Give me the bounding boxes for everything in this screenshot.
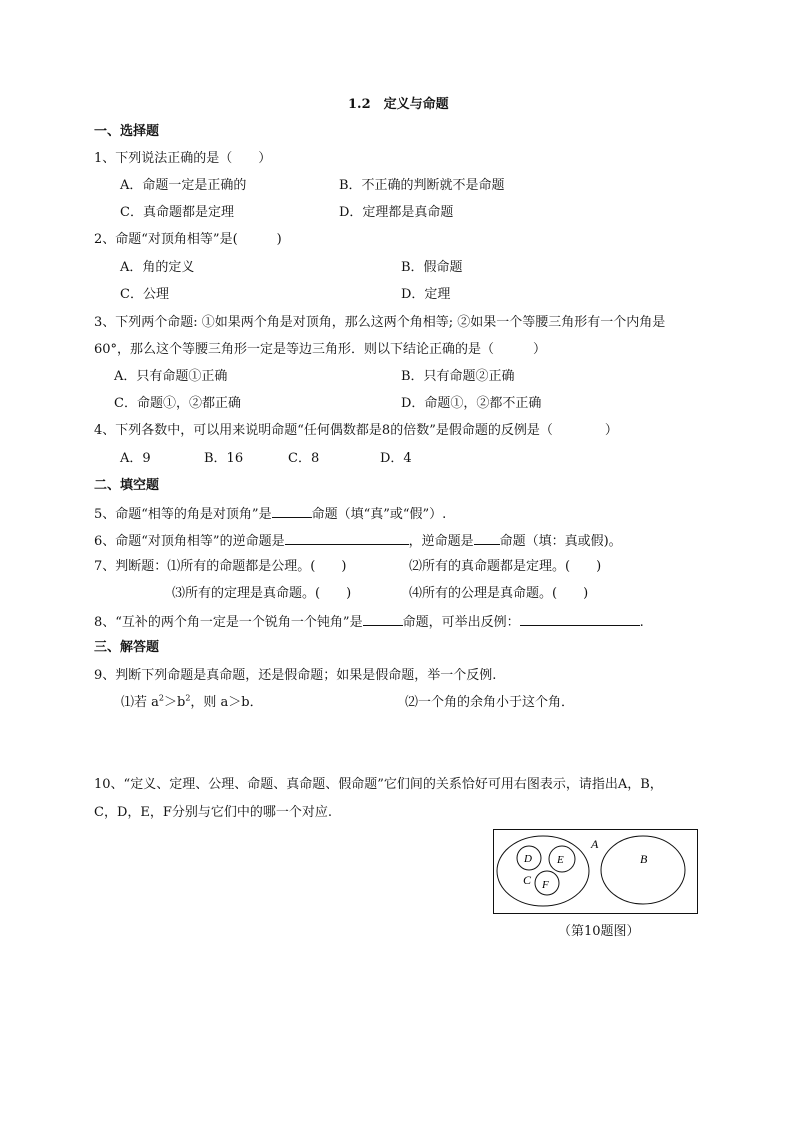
q1-option-d: D．定理都是真命题 — [339, 205, 454, 220]
q2-option-d: D．定理 — [401, 287, 451, 302]
venn-diagram — [493, 829, 699, 915]
q8-answer-blank[interactable] — [363, 612, 403, 626]
q9-part1-pre: ⑴若 a — [121, 695, 159, 710]
q6-text-pre: 6、命题“对顶角相等”的逆命题是 — [94, 534, 285, 549]
q4-stem: 4、下列各数中，可以用来说明命题“任何偶数都是8的倍数”是假命题的反例是（ ） — [94, 423, 618, 438]
q5-text-pre: 5、命题“相等的角是对顶角”是 — [94, 507, 272, 522]
q6-converse-blank[interactable] — [285, 531, 409, 545]
label-e: E — [557, 854, 564, 866]
q5-text-post: 命题（填“真”或“假”）. — [311, 507, 447, 522]
ellipse-c — [497, 836, 589, 906]
q3-option-a: A．只有命题①正确 — [114, 369, 228, 384]
q2-stem: 2、命题“对顶角相等”是( ) — [94, 232, 282, 247]
q5-answer-blank[interactable] — [272, 504, 312, 518]
q6 — [94, 531, 622, 551]
q2-option-c: C．公理 — [120, 287, 169, 302]
q2-option-b: B．假命题 — [401, 260, 463, 275]
q6-text-mid: ，逆命题是 — [408, 534, 474, 549]
q9-part1-exponent2: 2 — [185, 693, 191, 703]
section-heading-answer: 三、解答题 — [94, 640, 160, 655]
q4-option-c: C．8 — [288, 451, 320, 466]
q7-part4: ⑷所有的公理是真命题。( ) — [409, 586, 589, 601]
q6-truth-blank[interactable] — [474, 531, 500, 545]
label-b: B — [640, 852, 648, 866]
q6-text-post: 命题（填：真或假)。 — [499, 534, 622, 549]
q10-stem-line2: C，D，E，F分别与它们中的哪一个对应. — [94, 805, 333, 820]
q1-option-a: A．命题一定是正确的 — [120, 178, 247, 193]
q1-option-b: B．不正确的判断就不是命题 — [339, 178, 505, 193]
q8-text-pre: 8、“互补的两个角一定是一个锐角一个钝角”是 — [94, 615, 363, 630]
label-f: F — [542, 879, 549, 891]
section-heading-fill: 二、填空题 — [94, 478, 160, 493]
q7-part2: ⑵所有的真命题都是定理。( ) — [409, 559, 602, 574]
q4-option-b: B．16 — [204, 451, 244, 466]
q7-stem: 7、判断题：⑴所有的命题都是公理。( ) — [94, 559, 347, 574]
q1-option-c: C．真命题都是定理 — [120, 205, 234, 220]
q4-option-d: D．4 — [380, 451, 412, 466]
q8 — [94, 612, 644, 632]
section-heading-choice: 一、选择题 — [94, 124, 160, 139]
q3-option-d: D．命题①，②都不正确 — [401, 396, 542, 411]
q7-part3: ⑶所有的定理是真命题。( ) — [172, 586, 352, 601]
q9-part1-post: ，则 a＞b． — [190, 695, 263, 710]
q3-option-c: C．命题①，②都正确 — [114, 396, 241, 411]
label-c: C — [523, 873, 532, 887]
page-title: 1.2 定义与命题 — [348, 97, 449, 112]
q4-option-a: A．9 — [120, 451, 151, 466]
q9-part1-exponent1: 2 — [158, 693, 164, 703]
q10-stem-line1: 10、“定义、定理、公理、命题、真命题、假命题”它们间的关系恰好可用右图表示，请指出A，B， — [94, 777, 663, 792]
q5 — [94, 504, 446, 524]
q9-stem: 9、判断下列命题是真命题，还是假命题；如果是假命题，举一个反例. — [94, 668, 497, 683]
q8-text-mid: 命题，可举出反例： — [402, 615, 520, 630]
q9-part1 — [121, 694, 263, 712]
label-a: A — [591, 837, 599, 851]
q8-counterexample-blank[interactable] — [520, 612, 640, 626]
q8-text-post: . — [639, 615, 644, 630]
q2-option-a: A．角的定义 — [120, 260, 195, 275]
q3-option-b: B．只有命题②正确 — [401, 369, 515, 384]
q9-part2: ⑵一个角的余角小于这个角． — [405, 695, 575, 710]
label-d: D — [524, 853, 532, 865]
ellipse-b — [601, 836, 685, 904]
q3-stem-line1: 3、下列两个命题: ①如果两个角是对顶角，那么这两个角相等; ②如果一个等腰三角形有一个内角是 — [94, 315, 666, 330]
q1-stem: 1、下列说法正确的是（ ） — [94, 151, 272, 166]
q3-stem-line2: 60°，那么这个等腰三角形一定是等边三角形．则以下结论正确的是（ ） — [94, 342, 547, 357]
q9-part1-mid: ＞b — [163, 695, 186, 710]
figure-caption: （第10题图） — [558, 924, 640, 939]
